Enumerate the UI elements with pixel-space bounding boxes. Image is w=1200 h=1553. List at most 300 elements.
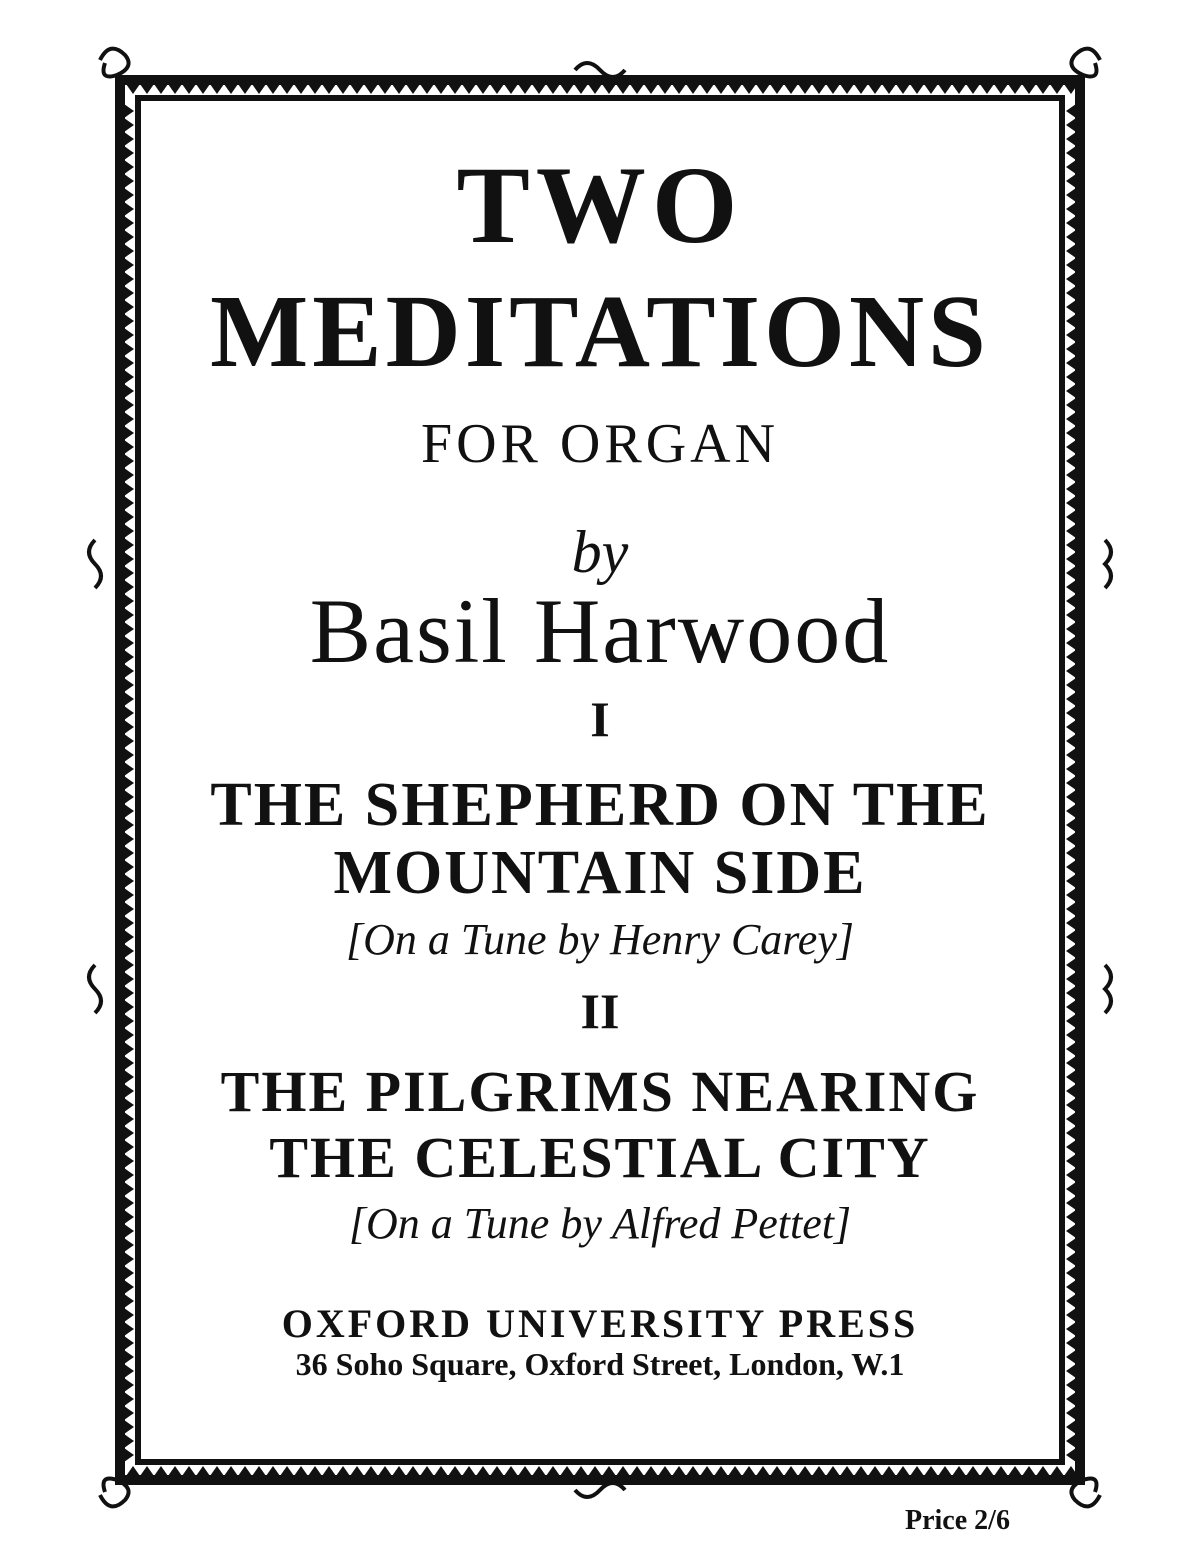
zigzag-mark bbox=[952, 84, 966, 94]
zigzag-mark bbox=[1066, 916, 1076, 930]
zigzag-mark bbox=[124, 132, 134, 146]
zigzag-mark bbox=[336, 1466, 350, 1476]
zigzag-mark bbox=[124, 1000, 134, 1014]
zigzag-mark bbox=[1066, 832, 1076, 846]
zigzag-mark bbox=[124, 944, 134, 958]
piece-2-title-line-2: THE CELESTIAL CITY bbox=[269, 1125, 931, 1190]
zigzag-mark bbox=[994, 1466, 1008, 1476]
zigzag-mark bbox=[420, 1466, 434, 1476]
zigzag-mark bbox=[1066, 370, 1076, 384]
piece-1-title-line-2: MOUNTAIN SIDE bbox=[333, 839, 867, 907]
zigzag-mark bbox=[630, 1466, 644, 1476]
zigzag-mark bbox=[350, 1466, 364, 1476]
zigzag-mark bbox=[462, 1466, 476, 1476]
zigzag-mark bbox=[1066, 1406, 1076, 1420]
zigzag-mark bbox=[308, 1466, 322, 1476]
zigzag-mark bbox=[1008, 84, 1022, 94]
zigzag-mark bbox=[406, 1466, 420, 1476]
zigzag-mark bbox=[124, 426, 134, 440]
zigzag-mark bbox=[980, 84, 994, 94]
zigzag-mark bbox=[770, 84, 784, 94]
zigzag-mark bbox=[812, 1466, 826, 1476]
zigzag-mark bbox=[350, 84, 364, 94]
zigzag-mark bbox=[124, 510, 134, 524]
zigzag-mark bbox=[124, 790, 134, 804]
zigzag-mark bbox=[124, 1028, 134, 1042]
zigzag-mark bbox=[124, 804, 134, 818]
zigzag-mark bbox=[588, 1466, 602, 1476]
zigzag-mark bbox=[1066, 860, 1076, 874]
zigzag-mark bbox=[896, 84, 910, 94]
zigzag-mark bbox=[616, 84, 630, 94]
zigzag-mark bbox=[124, 678, 134, 692]
zigzag-mark bbox=[280, 1466, 294, 1476]
zigzag-mark bbox=[1066, 776, 1076, 790]
zigzag-mark bbox=[124, 1406, 134, 1420]
zigzag-mark bbox=[266, 84, 280, 94]
piece-1-subtitle: [On a Tune by Henry Carey] bbox=[346, 915, 854, 964]
composer-name: Basil Harwood bbox=[309, 580, 891, 682]
zigzag-mark bbox=[658, 84, 672, 94]
zigzag-mark bbox=[124, 706, 134, 720]
instrument-label: FOR ORGAN bbox=[420, 413, 780, 475]
zigzag-mark bbox=[124, 1308, 134, 1322]
zigzag-mark bbox=[124, 314, 134, 328]
zigzag-mark bbox=[588, 84, 602, 94]
zigzag-mark bbox=[252, 84, 266, 94]
zigzag-mark bbox=[124, 1336, 134, 1350]
zigzag-mark bbox=[1066, 300, 1076, 314]
zigzag-mark bbox=[1066, 552, 1076, 566]
zigzag-mark bbox=[854, 84, 868, 94]
zigzag-mark bbox=[124, 286, 134, 300]
zigzag-mark bbox=[1066, 622, 1076, 636]
zigzag-mark bbox=[574, 84, 588, 94]
zigzag-mark bbox=[124, 902, 134, 916]
zigzag-mark bbox=[1066, 1084, 1076, 1098]
zigzag-mark bbox=[560, 84, 574, 94]
zigzag-mark bbox=[546, 1466, 560, 1476]
zigzag-mark bbox=[686, 84, 700, 94]
zigzag-mark bbox=[714, 84, 728, 94]
zigzag-mark bbox=[124, 216, 134, 230]
title-line-1: TWO bbox=[456, 144, 744, 266]
zigzag-mark bbox=[124, 1364, 134, 1378]
zigzag-mark bbox=[124, 916, 134, 930]
zigzag-mark bbox=[124, 1154, 134, 1168]
zigzag-mark bbox=[124, 356, 134, 370]
zigzag-mark bbox=[378, 1466, 392, 1476]
zigzag-mark bbox=[784, 84, 798, 94]
zigzag-mark bbox=[124, 468, 134, 482]
zigzag-mark bbox=[140, 1466, 154, 1476]
zigzag-mark bbox=[124, 1224, 134, 1238]
zigzag-mark bbox=[1066, 636, 1076, 650]
zigzag-mark bbox=[124, 1182, 134, 1196]
zigzag-mark bbox=[1066, 1112, 1076, 1126]
zigzag-mark bbox=[196, 1466, 210, 1476]
zigzag-mark bbox=[124, 482, 134, 496]
zigzag-mark bbox=[1066, 720, 1076, 734]
zigzag-mark bbox=[1066, 1294, 1076, 1308]
zigzag-mark bbox=[784, 1466, 798, 1476]
zigzag-mark bbox=[1066, 804, 1076, 818]
zigzag-mark bbox=[1066, 216, 1076, 230]
zigzag-mark bbox=[490, 84, 504, 94]
zigzag-mark bbox=[1022, 84, 1036, 94]
zigzag-mark bbox=[1066, 398, 1076, 412]
zigzag-mark bbox=[124, 622, 134, 636]
zigzag-mark bbox=[124, 580, 134, 594]
zigzag-mark bbox=[266, 1466, 280, 1476]
zigzag-mark bbox=[124, 258, 134, 272]
zigzag-mark bbox=[434, 1466, 448, 1476]
zigzag-mark bbox=[124, 1042, 134, 1056]
zigzag-mark bbox=[124, 272, 134, 286]
zigzag-mark bbox=[1066, 496, 1076, 510]
zigzag-mark bbox=[1066, 356, 1076, 370]
publisher-name: OXFORD UNIVERSITY PRESS bbox=[281, 1301, 919, 1346]
zigzag-mark bbox=[124, 202, 134, 216]
zigzag-mark bbox=[1066, 272, 1076, 286]
zigzag-mark bbox=[770, 1466, 784, 1476]
zigzag-mark bbox=[644, 84, 658, 94]
zigzag-mark bbox=[1066, 1420, 1076, 1434]
zigzag-mark bbox=[154, 84, 168, 94]
zigzag-mark bbox=[1008, 1466, 1022, 1476]
zigzag-mark bbox=[1066, 762, 1076, 776]
zigzag-mark bbox=[826, 1466, 840, 1476]
zigzag-mark bbox=[686, 1466, 700, 1476]
zigzag-mark bbox=[728, 84, 742, 94]
zigzag-mark bbox=[868, 84, 882, 94]
zigzag-mark bbox=[1022, 1466, 1036, 1476]
zigzag-mark bbox=[124, 1196, 134, 1210]
zigzag-mark bbox=[1066, 706, 1076, 720]
zigzag-mark bbox=[1066, 230, 1076, 244]
zigzag-mark bbox=[1066, 1182, 1076, 1196]
zigzag-mark bbox=[896, 1466, 910, 1476]
zigzag-mark bbox=[1066, 440, 1076, 454]
zigzag-mark bbox=[476, 84, 490, 94]
zigzag-mark bbox=[1066, 650, 1076, 664]
title-block bbox=[150, 120, 1050, 1440]
zigzag-mark bbox=[124, 1434, 134, 1448]
zigzag-mark bbox=[1066, 1070, 1076, 1084]
zigzag-mark bbox=[124, 1252, 134, 1266]
zigzag-mark bbox=[124, 174, 134, 188]
zigzag-mark bbox=[616, 1466, 630, 1476]
zigzag-mark bbox=[1066, 342, 1076, 356]
zigzag-mark bbox=[336, 84, 350, 94]
zigzag-mark bbox=[124, 1210, 134, 1224]
zigzag-mark bbox=[1066, 1364, 1076, 1378]
zigzag-mark bbox=[1066, 930, 1076, 944]
zigzag-mark bbox=[574, 1466, 588, 1476]
zigzag-mark bbox=[124, 748, 134, 762]
zigzag-mark bbox=[924, 1466, 938, 1476]
zigzag-mark bbox=[532, 1466, 546, 1476]
zigzag-mark bbox=[124, 1294, 134, 1308]
zigzag-mark bbox=[124, 650, 134, 664]
zigzag-mark bbox=[1066, 160, 1076, 174]
zigzag-mark bbox=[140, 84, 154, 94]
zigzag-mark bbox=[672, 1466, 686, 1476]
zigzag-mark bbox=[966, 84, 980, 94]
zigzag-mark bbox=[546, 84, 560, 94]
zigzag-mark bbox=[126, 84, 140, 94]
zigzag-mark bbox=[182, 1466, 196, 1476]
zigzag-mark bbox=[126, 1466, 140, 1476]
zigzag-mark bbox=[124, 636, 134, 650]
zigzag-mark bbox=[1066, 1308, 1076, 1322]
zigzag-mark bbox=[124, 986, 134, 1000]
zigzag-mark bbox=[910, 84, 924, 94]
zigzag-mark bbox=[124, 846, 134, 860]
zigzag-mark bbox=[1066, 244, 1076, 258]
zigzag-mark bbox=[124, 566, 134, 580]
zigzag-mark bbox=[462, 84, 476, 94]
zigzag-mark bbox=[756, 84, 770, 94]
title-line-2: MEDITATIONS bbox=[210, 274, 990, 389]
zigzag-mark bbox=[252, 1466, 266, 1476]
zigzag-mark bbox=[756, 1466, 770, 1476]
zigzag-mark bbox=[124, 1448, 134, 1462]
zigzag-mark bbox=[1066, 1266, 1076, 1280]
zigzag-mark bbox=[854, 1466, 868, 1476]
zigzag-mark bbox=[124, 300, 134, 314]
zigzag-mark bbox=[1066, 972, 1076, 986]
zigzag-mark bbox=[1066, 1392, 1076, 1406]
zigzag-mark bbox=[938, 1466, 952, 1476]
zigzag-mark bbox=[124, 1420, 134, 1434]
zigzag-mark bbox=[124, 594, 134, 608]
zigzag-mark bbox=[124, 1112, 134, 1126]
zigzag-mark bbox=[392, 84, 406, 94]
publisher-address: 36 Soho Square, Oxford Street, London, W.1 bbox=[295, 1346, 905, 1382]
zigzag-mark bbox=[124, 244, 134, 258]
zigzag-mark bbox=[840, 84, 854, 94]
zigzag-mark bbox=[168, 1466, 182, 1476]
zigzag-mark bbox=[1066, 846, 1076, 860]
piece-1-number: I bbox=[590, 691, 610, 747]
zigzag-mark bbox=[924, 84, 938, 94]
zigzag-mark bbox=[448, 84, 462, 94]
zigzag-mark bbox=[124, 342, 134, 356]
zigzag-mark bbox=[1066, 1280, 1076, 1294]
zigzag-mark bbox=[124, 1070, 134, 1084]
zigzag-mark bbox=[1066, 538, 1076, 552]
zigzag-mark bbox=[1066, 454, 1076, 468]
zigzag-mark bbox=[1050, 84, 1064, 94]
zigzag-mark bbox=[1066, 1378, 1076, 1392]
zigzag-mark bbox=[1066, 748, 1076, 762]
zigzag-mark bbox=[1066, 412, 1076, 426]
zigzag-mark bbox=[882, 84, 896, 94]
zigzag-mark bbox=[124, 818, 134, 832]
zigzag-mark bbox=[728, 1466, 742, 1476]
zigzag-mark bbox=[124, 972, 134, 986]
zigzag-mark bbox=[994, 84, 1008, 94]
zigzag-mark bbox=[1066, 174, 1076, 188]
zigzag-mark bbox=[124, 1392, 134, 1406]
zigzag-mark bbox=[882, 1466, 896, 1476]
zigzag-mark bbox=[1066, 1056, 1076, 1070]
zigzag-mark bbox=[630, 84, 644, 94]
zigzag-mark bbox=[1066, 608, 1076, 622]
zigzag-mark bbox=[910, 1466, 924, 1476]
zigzag-mark bbox=[644, 1466, 658, 1476]
zigzag-mark bbox=[1066, 1000, 1076, 1014]
zigzag-mark bbox=[1036, 1466, 1050, 1476]
zigzag-mark bbox=[1066, 1154, 1076, 1168]
zigzag-mark bbox=[602, 1466, 616, 1476]
zigzag-mark bbox=[826, 84, 840, 94]
zigzag-mark bbox=[124, 454, 134, 468]
zigzag-mark bbox=[124, 118, 134, 132]
zigzag-mark bbox=[1066, 146, 1076, 160]
zigzag-mark bbox=[364, 84, 378, 94]
zigzag-mark bbox=[182, 84, 196, 94]
zigzag-mark bbox=[154, 1466, 168, 1476]
zigzag-mark bbox=[124, 328, 134, 342]
zigzag-mark bbox=[1066, 1434, 1076, 1448]
zigzag-mark bbox=[798, 1466, 812, 1476]
zigzag-mark bbox=[124, 1140, 134, 1154]
zigzag-mark bbox=[1066, 1196, 1076, 1210]
zigzag-mark bbox=[518, 1466, 532, 1476]
zigzag-mark bbox=[364, 1466, 378, 1476]
zigzag-mark bbox=[124, 1378, 134, 1392]
zigzag-mark bbox=[532, 84, 546, 94]
piece-2-number: II bbox=[580, 983, 620, 1039]
zigzag-mark bbox=[124, 832, 134, 846]
zigzag-mark bbox=[1066, 132, 1076, 146]
zigzag-mark bbox=[1066, 664, 1076, 678]
zigzag-mark bbox=[1066, 734, 1076, 748]
zigzag-mark bbox=[868, 1466, 882, 1476]
zigzag-mark bbox=[1066, 790, 1076, 804]
zigzag-mark bbox=[1066, 188, 1076, 202]
zigzag-mark bbox=[280, 84, 294, 94]
zigzag-mark bbox=[476, 1466, 490, 1476]
zigzag-mark bbox=[434, 84, 448, 94]
piece-1-title-line-1: THE SHEPHERD ON THE bbox=[210, 771, 990, 839]
zigzag-mark bbox=[840, 1466, 854, 1476]
zigzag-mark bbox=[210, 84, 224, 94]
zigzag-mark bbox=[124, 1056, 134, 1070]
zigzag-mark bbox=[124, 552, 134, 566]
zigzag-mark bbox=[1066, 1098, 1076, 1112]
zigzag-mark bbox=[124, 874, 134, 888]
zigzag-mark bbox=[1066, 986, 1076, 1000]
zigzag-mark bbox=[1066, 118, 1076, 132]
zigzag-mark bbox=[1036, 84, 1050, 94]
zigzag-mark bbox=[938, 84, 952, 94]
zigzag-mark bbox=[124, 930, 134, 944]
zigzag-mark bbox=[322, 1466, 336, 1476]
zigzag-mark bbox=[124, 104, 134, 118]
zigzag-mark bbox=[124, 720, 134, 734]
zigzag-mark bbox=[1066, 1350, 1076, 1364]
zigzag-mark bbox=[224, 1466, 238, 1476]
zigzag-mark bbox=[124, 1168, 134, 1182]
zigzag-mark bbox=[124, 692, 134, 706]
zigzag-mark bbox=[124, 1350, 134, 1364]
zigzag-mark bbox=[124, 860, 134, 874]
zigzag-mark bbox=[294, 1466, 308, 1476]
zigzag-mark bbox=[658, 1466, 672, 1476]
zigzag-mark bbox=[124, 160, 134, 174]
zigzag-mark bbox=[490, 1466, 504, 1476]
zigzag-mark bbox=[1066, 1014, 1076, 1028]
zigzag-mark bbox=[124, 440, 134, 454]
zigzag-mark bbox=[124, 1322, 134, 1336]
zigzag-mark bbox=[124, 888, 134, 902]
zigzag-mark bbox=[1066, 328, 1076, 342]
piece-2-subtitle: [On a Tune by Alfred Pettet] bbox=[348, 1199, 852, 1248]
price-label: Price 2/6 bbox=[905, 1505, 1010, 1536]
zigzag-mark bbox=[700, 1466, 714, 1476]
zigzag-mark bbox=[980, 1466, 994, 1476]
zigzag-mark bbox=[742, 1466, 756, 1476]
zigzag-mark bbox=[196, 84, 210, 94]
zigzag-mark bbox=[1066, 692, 1076, 706]
zigzag-mark bbox=[124, 1084, 134, 1098]
zigzag-mark bbox=[124, 762, 134, 776]
zigzag-mark bbox=[952, 1466, 966, 1476]
zigzag-mark bbox=[124, 524, 134, 538]
zigzag-mark bbox=[1066, 566, 1076, 580]
zigzag-mark bbox=[124, 496, 134, 510]
zigzag-mark bbox=[124, 538, 134, 552]
zigzag-mark bbox=[602, 84, 616, 94]
zigzag-mark bbox=[1066, 1336, 1076, 1350]
zigzag-mark bbox=[124, 412, 134, 426]
zigzag-mark bbox=[322, 84, 336, 94]
zigzag-mark bbox=[672, 84, 686, 94]
zigzag-mark bbox=[124, 1098, 134, 1112]
zigzag-mark bbox=[1066, 384, 1076, 398]
zigzag-mark bbox=[294, 84, 308, 94]
zigzag-mark bbox=[1066, 104, 1076, 118]
zigzag-mark bbox=[420, 84, 434, 94]
zigzag-mark bbox=[1066, 902, 1076, 916]
zigzag-mark bbox=[504, 84, 518, 94]
zigzag-mark bbox=[238, 84, 252, 94]
zigzag-mark bbox=[124, 230, 134, 244]
zigzag-mark bbox=[1066, 314, 1076, 328]
zigzag-mark bbox=[124, 608, 134, 622]
zigzag-mark bbox=[714, 1466, 728, 1476]
zigzag-mark bbox=[1066, 1028, 1076, 1042]
zigzag-mark bbox=[124, 370, 134, 384]
zigzag-mark bbox=[742, 84, 756, 94]
zigzag-mark bbox=[124, 1126, 134, 1140]
zigzag-mark bbox=[1066, 468, 1076, 482]
zigzag-mark bbox=[124, 188, 134, 202]
zigzag-mark bbox=[700, 84, 714, 94]
zigzag-mark bbox=[124, 1014, 134, 1028]
zigzag-mark bbox=[1066, 426, 1076, 440]
zigzag-mark bbox=[1066, 888, 1076, 902]
zigzag-mark bbox=[1066, 1448, 1076, 1462]
zigzag-mark bbox=[1066, 678, 1076, 692]
zigzag-mark bbox=[504, 1466, 518, 1476]
zigzag-mark bbox=[812, 84, 826, 94]
zigzag-mark bbox=[1066, 1224, 1076, 1238]
zigzag-mark bbox=[124, 664, 134, 678]
